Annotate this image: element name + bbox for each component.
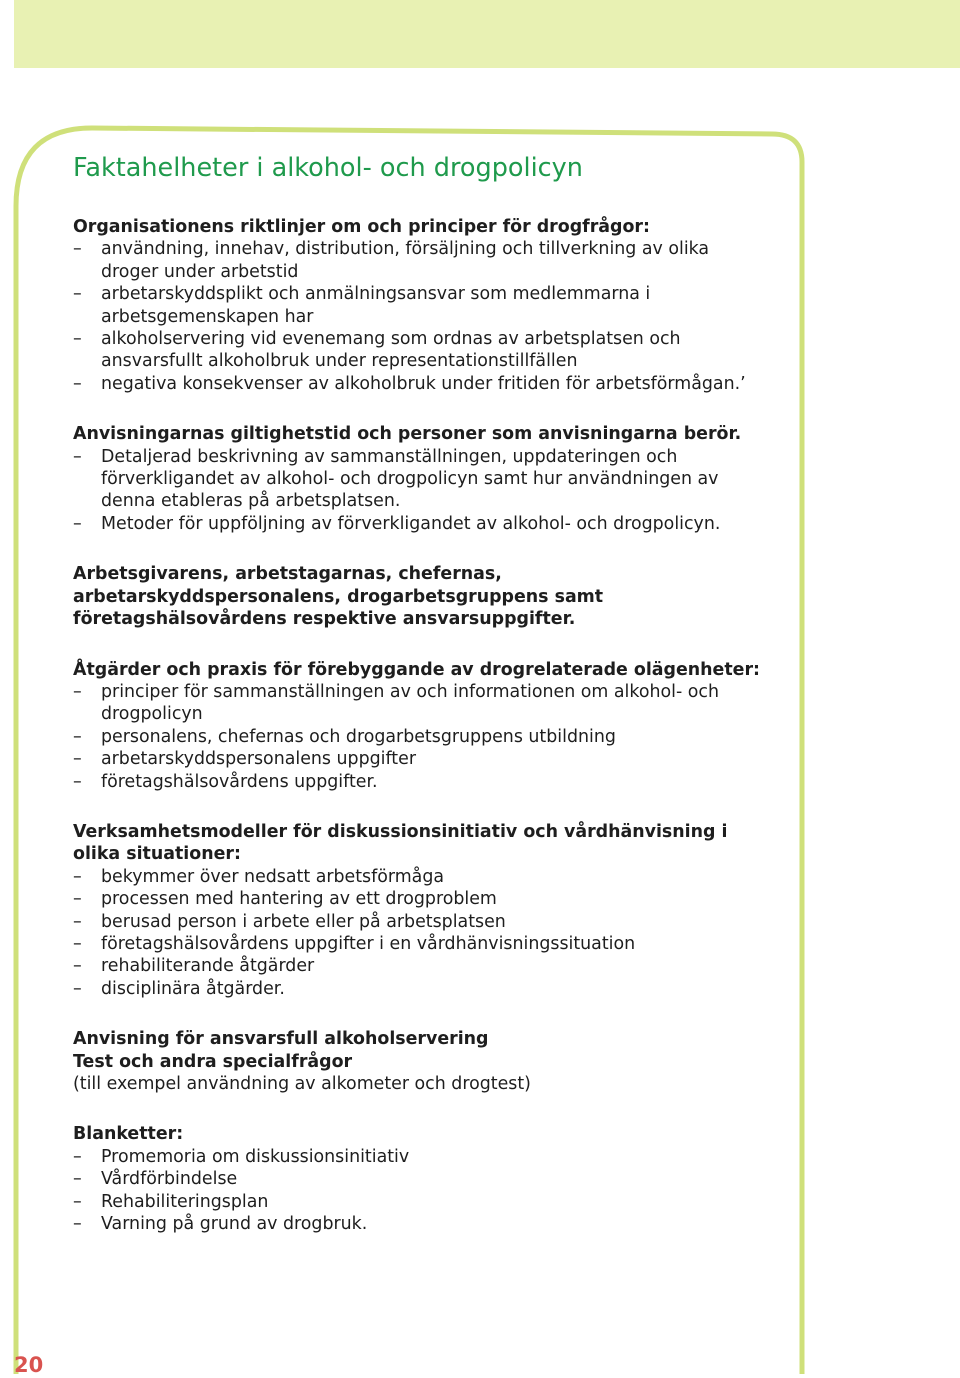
list-item: – Metoder för uppföljning av förverkligandet av alkohol- och drogpolicyn. bbox=[73, 513, 721, 534]
dash-marker: – bbox=[73, 1169, 82, 1190]
dash-marker: – bbox=[73, 239, 82, 260]
list-item: – rehabiliterande åtgärder bbox=[73, 956, 315, 977]
dash-marker: – bbox=[73, 911, 82, 932]
top-decorative-band bbox=[14, 0, 960, 68]
dash-marker: – bbox=[73, 956, 82, 977]
list-item: – berusad person i arbete eller på arbetsplatsen bbox=[73, 911, 506, 932]
document-body bbox=[73, 148, 763, 1235]
list-item: – användning, innehav, distribution, försäljning och tillverkning av olika droger under arbetstid bbox=[73, 239, 710, 282]
dash-marker: – bbox=[73, 889, 82, 910]
dash-marker: – bbox=[73, 446, 82, 467]
dash-marker: – bbox=[73, 1146, 82, 1167]
bullet-list bbox=[73, 681, 763, 793]
bullet-list bbox=[73, 1146, 763, 1236]
section-heading: Organisationens riktlinjer om och principer för drogfrågor: bbox=[73, 217, 650, 237]
list-item: – arbetarskyddspersonalens uppgifter bbox=[73, 749, 416, 770]
dash-marker: – bbox=[73, 513, 82, 534]
dash-marker: – bbox=[73, 284, 82, 305]
section-responsibilities bbox=[73, 563, 763, 630]
section-note: (till exempel användning av alkometer och drogtest) bbox=[73, 1074, 531, 1094]
list-item: – processen med hantering av ett drogproblem bbox=[73, 889, 497, 910]
list-item: – Vårdförbindelse bbox=[73, 1169, 238, 1190]
list-item: – principer för sammanställningen av och informationen om alkohol- och drogpolicyn bbox=[73, 681, 719, 725]
dash-marker: – bbox=[73, 681, 82, 702]
list-item: – Detaljerad beskrivning av sammanställningen, uppdateringen och förverkligandet av alkohol- och drogpolicyn samt hur användningen av denna etableras på arbetsplatsen. bbox=[73, 446, 719, 512]
section-forms bbox=[73, 1123, 763, 1235]
page-title: Faktahelheter i alkohol- och drogpolicyn bbox=[73, 153, 583, 183]
list-item: – negativa konsekvenser av alkoholbruk under fritiden för arbetsförmågan.’ bbox=[73, 373, 746, 394]
section-heading: Anvisningarnas giltighetstid och personer som anvisningarna berör. bbox=[73, 424, 742, 445]
bullet-list bbox=[73, 866, 763, 1000]
section-guidelines bbox=[73, 216, 763, 395]
list-item: – Varning på grund av drogbruk. bbox=[73, 1214, 368, 1235]
list-item: – företagshälsovårdens uppgifter i en vårdhänvisningssituation bbox=[73, 933, 636, 954]
list-item: – Promemoria om diskussionsinitiativ bbox=[73, 1146, 410, 1167]
dash-marker: – bbox=[73, 373, 82, 394]
page-number: 20 bbox=[14, 1353, 44, 1377]
section-heading: Arbetsgivarens, arbetstagarnas, chefernas, arbetarskyddspersonalens, drogarbetsgruppens samt företagshälsovårdens respektive ansvarsuppgifter. bbox=[73, 564, 604, 630]
bullet-list bbox=[73, 446, 763, 536]
list-item: – disciplinära åtgärder. bbox=[73, 978, 285, 999]
section-heading: Åtgärder och praxis för förebyggande av drogrelaterade olägenheter: bbox=[73, 659, 760, 680]
dash-marker: – bbox=[73, 329, 82, 350]
section-validity bbox=[73, 423, 763, 535]
list-item: – Rehabiliteringsplan bbox=[73, 1191, 269, 1212]
dash-marker: – bbox=[73, 749, 82, 770]
dash-marker: – bbox=[73, 771, 82, 792]
section-heading: Blanketter: bbox=[73, 1124, 184, 1145]
list-item: – bekymmer över nedsatt arbetsförmåga bbox=[73, 866, 445, 887]
section-heading: Anvisning för ansvarsfull alkoholservering bbox=[73, 1029, 489, 1050]
list-item: – personalens, chefernas och drogarbetsgruppens utbildning bbox=[73, 726, 616, 747]
dash-marker: – bbox=[73, 1191, 82, 1212]
section-prevention bbox=[73, 659, 763, 793]
list-item: – företagshälsovårdens uppgifter. bbox=[73, 771, 378, 792]
dash-marker: – bbox=[73, 866, 82, 887]
list-item: – alkoholservering vid evenemang som ordnas av arbetsplatsen och ansvarsfullt alkoholbruk under representationstillfällen bbox=[73, 329, 681, 372]
section-alcohol-serving bbox=[73, 1028, 763, 1095]
section-subheading: Test och andra specialfrågor bbox=[73, 1051, 353, 1072]
dash-marker: – bbox=[73, 933, 82, 954]
dash-marker: – bbox=[73, 1214, 82, 1235]
section-operating-models bbox=[73, 821, 763, 1000]
bullet-list bbox=[73, 238, 763, 395]
section-heading: Verksamhetsmodeller för diskussionsinitiativ och vårdhänvisning i olika situationer: bbox=[73, 821, 728, 865]
dash-marker: – bbox=[73, 978, 82, 999]
dash-marker: – bbox=[73, 726, 82, 747]
list-item: – arbetarskyddsplikt och anmälningsansvar som medlemmarna i arbetsgemenskapen har bbox=[73, 284, 651, 327]
